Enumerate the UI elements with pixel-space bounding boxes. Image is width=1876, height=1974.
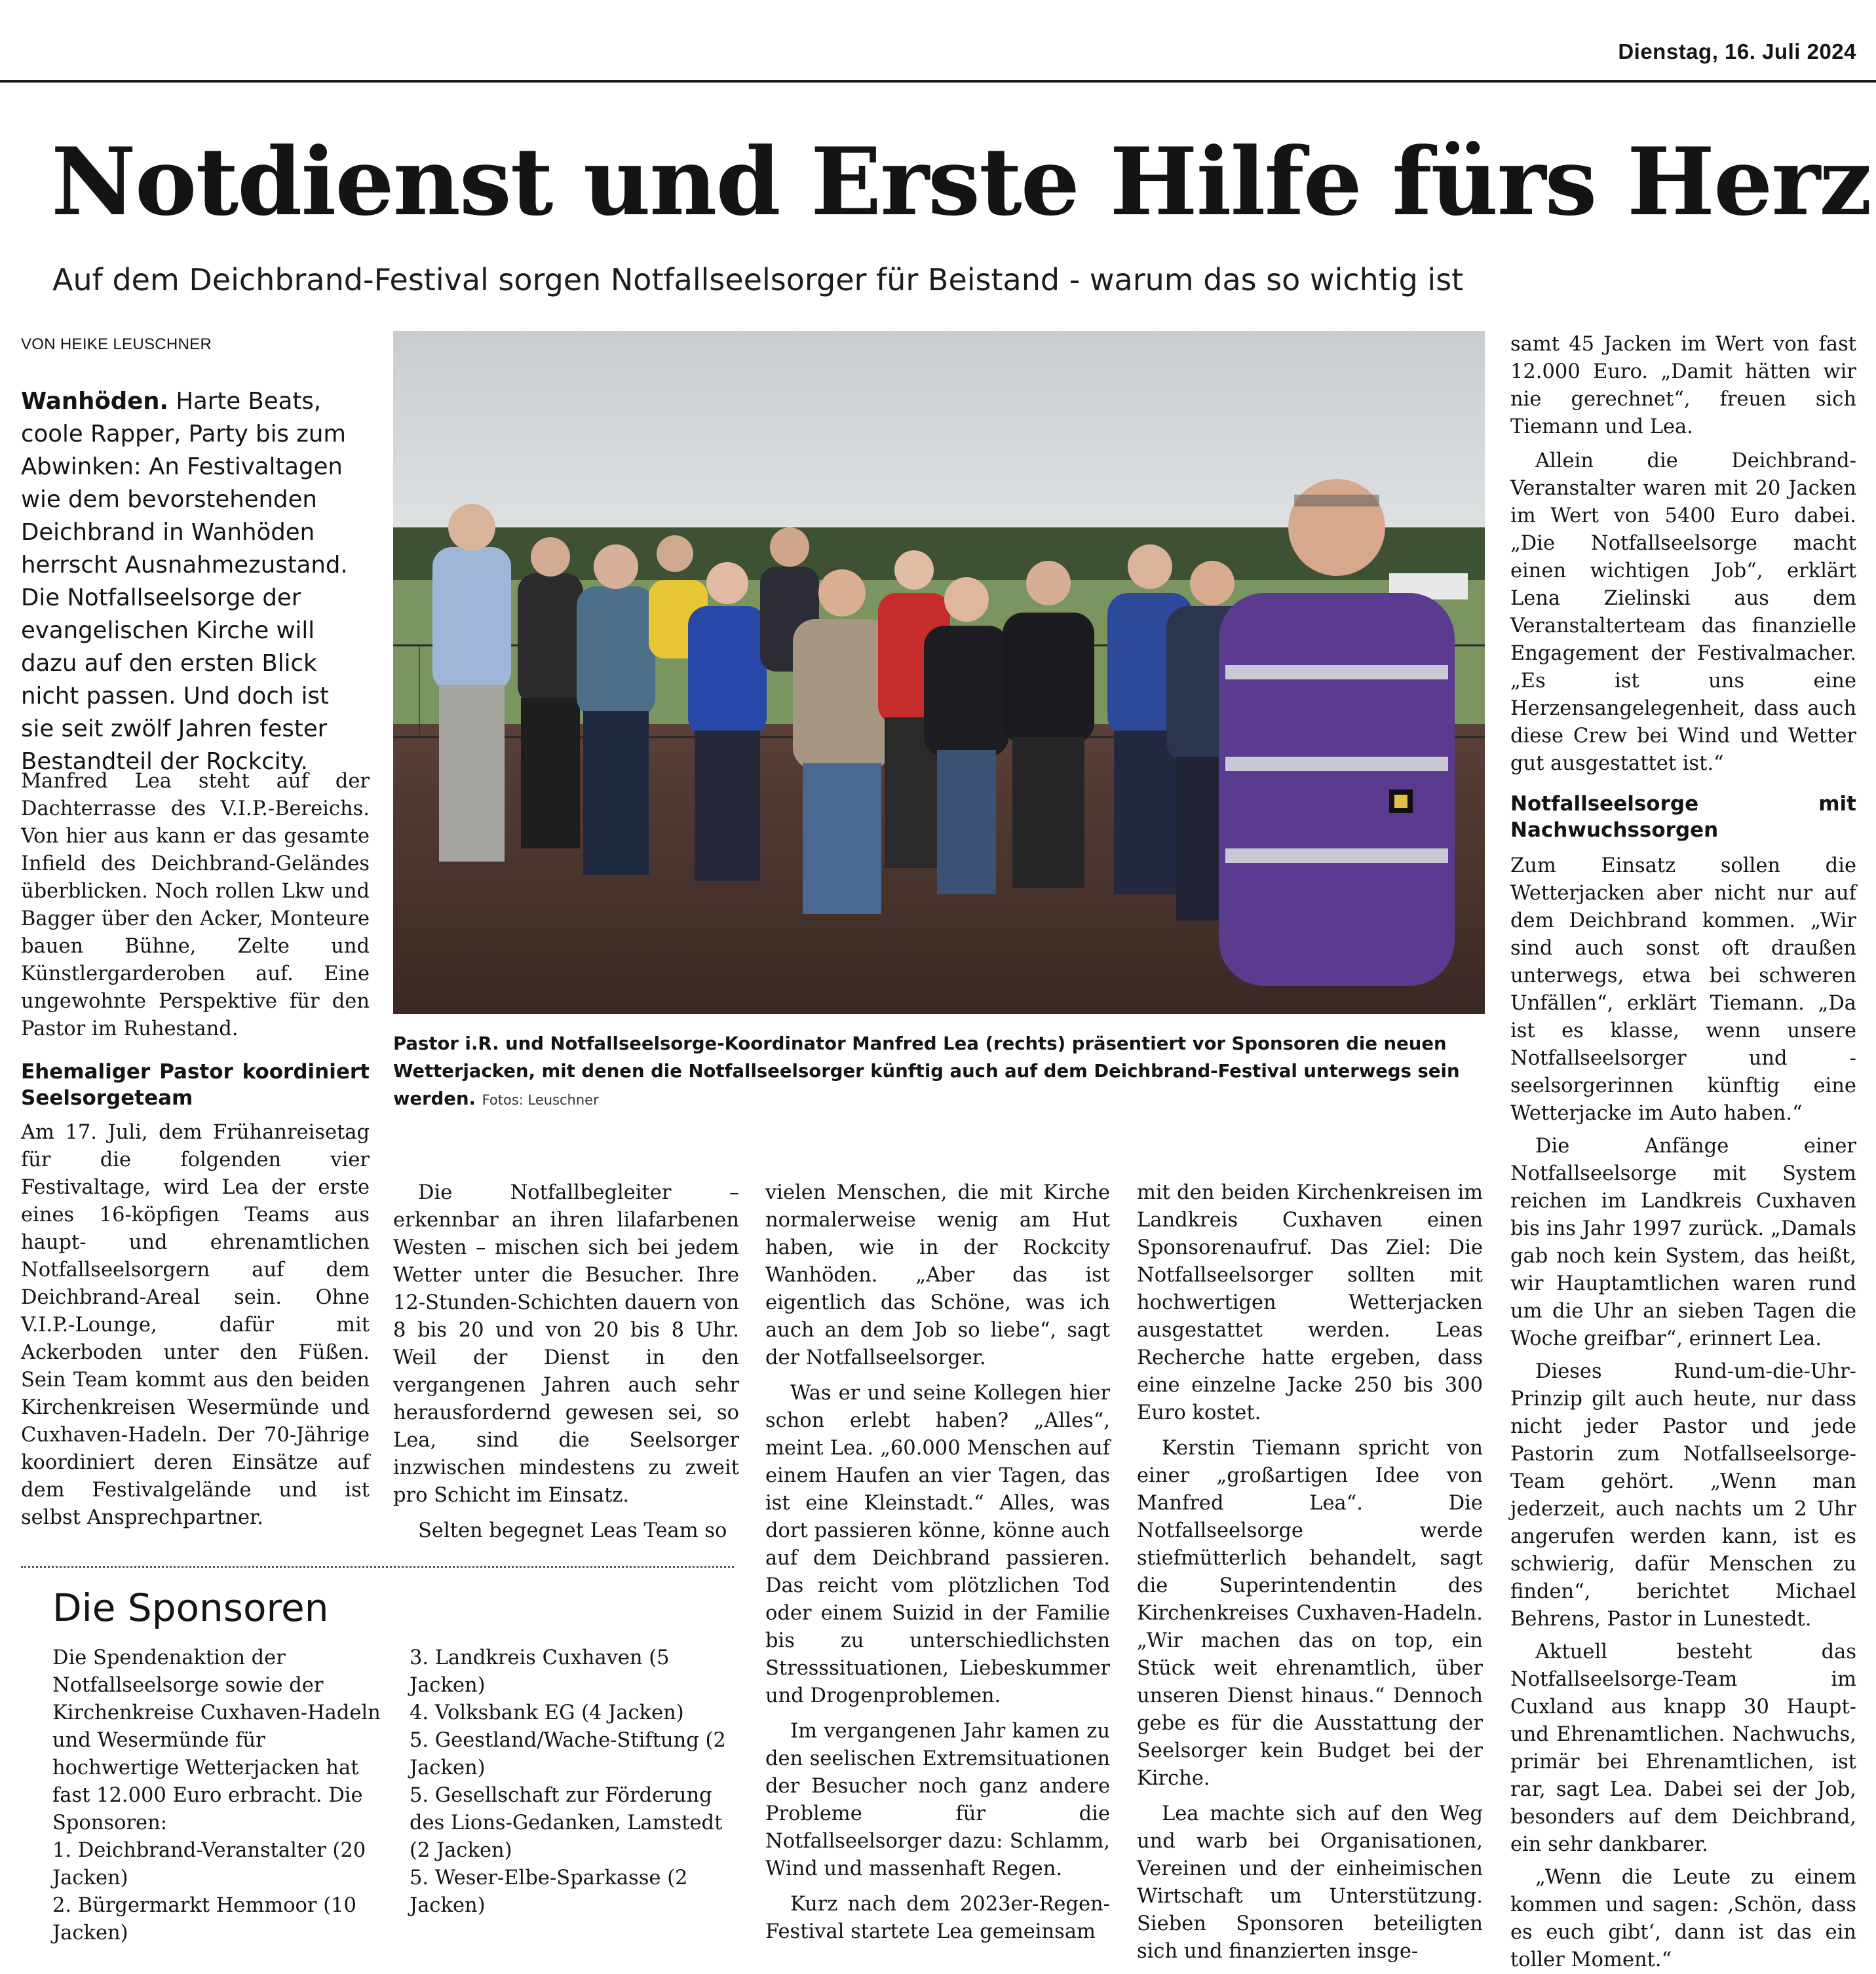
sponsors-title: Die Sponsoren — [52, 1585, 329, 1630]
dateline-place: Wanhöden. — [21, 388, 169, 415]
paragraph: Lea machte sich auf den Weg und warb bei Organisationen, Vereinen und der einheimischen Wirtschaft um Unterstützung. Sieben Sponsoren beteiligten sich und finanzierten insge- — [1137, 1802, 1483, 1963]
article-subheadline: Auf dem Deichbrand-Festival sorgen Notfallseelsorger für Beistand - warum das so wichtig ist — [52, 262, 1464, 297]
sponsor-item: 5. Geestland/Wache-Stiftung (2 Jacken) — [410, 1729, 726, 1779]
caption-text: Pastor i.R. und Notfallseelsorge-Koordinator Manfred Lea (rechts) präsentiert vor Sponsoren die neuen Wetterjacken, mit denen die Notfallseelsorger künftig auch auf dem Deichbrand-Festival unterwegs sein werden. — [393, 1033, 1460, 1109]
header-rule — [0, 80, 1876, 83]
sponsors-intro: Die Spendenaktion der Notfallseelsorge sowie der Kirchenkreise Cuxhaven-Hadeln und Wesermünde für hochwertige Wetterjacken hat fast 12.000 Euro erbracht. Die Sponsoren: — [52, 1646, 381, 1834]
article-photo — [393, 331, 1485, 1014]
group-photo-illustration — [393, 331, 1485, 1014]
paragraph: Was er und seine Kollegen hier schon erlebt haben? „Alles“, meint Lea. „60.000 Menschen auf einem Haufen an vier Tagen, das ist eine Kleinstadt.“ Alles, was dort passieren könne, könne auch auf dem Deichbrand passieren. Das reicht vom plötzlichen Tod oder einem Suizid in der Familie bis zu unterschiedlichsten Stresssituationen, Liebeskummer und Drogenproblemen. — [765, 1382, 1110, 1707]
byline: VON HEIKE LEUSCHNER — [21, 335, 212, 353]
photo-credit: Fotos: Leuschner — [482, 1092, 599, 1108]
paragraph: Im vergangenen Jahr kamen zu den seelischen Extremsituationen der Besucher noch ganz andere Probleme für die Notfallseelsorger dazu: Schlamm, Wind und massenhaft Regen. — [765, 1720, 1110, 1880]
paragraph: Allein die Deichbrand-Veranstalter waren mit 20 Jacken im Wert von 5400 Euro dabei. „Die Notfallseelsorge macht einen wichtigen Job“, erklärt Lena Zielinski aus dem Veranstalterteam das finanzielle Engagement der Festivalmacher. „Es ist uns eine Herzensangelegenheit, dass auch diese Crew bei Wind und Wetter gut ausgestattet ist.“ — [1510, 449, 1856, 775]
article-column-1 — [21, 768, 370, 1532]
paragraph: mit den beiden Kirchenkreisen im Landkreis Cuxhaven einen Sponsorenaufruf. Das Ziel: Die Notfallseelsorger sollten mit hochwertigen Wetterjacken ausgestattet werden. Leas Recherche hatte ergeben, dass eine einzelne Jacke 250 bis 300 Euro kostet. — [1137, 1181, 1483, 1424]
paragraph: Aktuell besteht das Notfallseelsorge-Team im Cuxland aus knapp 30 Haupt- und Ehrenamtlichen. Nachwuchs, primär bei Ehrenamtlichen, ist rar, sagt Lea. Dabei sei der Job, besonders auf dem Deichbrand, ein sehr dankbarer. — [1510, 1641, 1856, 1856]
sponsor-item: 3. Landkreis Cuxhaven (5 Jacken) — [410, 1646, 670, 1697]
article-column-2 — [393, 1179, 739, 1545]
sponsor-item: 2. Bürgermarkt Hemmoor (10 Jacken) — [52, 1894, 356, 1945]
photo-caption — [393, 1030, 1468, 1114]
section-subhead: Ehemaliger Pastor koordiniert Seelsorgeteam — [21, 1060, 370, 1110]
paragraph: Dieses Rund-um-die-Uhr-Prinzip gilt auch heute, nur dass nicht jeder Pastor und jede Pastorin zum Notfallseelsorge-Team gehört. „Wenn man jederzeit, auch nachts um 2 Uhr angerufen werden kann, ist es schwierig, dafür Menschen zu finden“, berichtet Michael Behrens, Pastor in Lunestedt. — [1510, 1360, 1856, 1631]
article-column-4 — [1137, 1179, 1483, 1965]
lead-text: Harte Beats, coole Rapper, Party bis zum Abwinken: An Festivaltagen wie dem bevorstehenden Deichbrand in Wanhöden herrscht Ausnahmezustand. Die Notfallseelsorge der evangelischen Kirche will dazu auf den ersten Blick nicht passen. Und doch ist sie seit zwölf Jahren fester Bestandteil der Rockcity. — [21, 388, 348, 775]
article-headline: Notdienst und Erste Hilfe fürs Herz — [51, 128, 1871, 237]
lead-paragraph — [21, 385, 368, 778]
paragraph: samt 45 Jacken im Wert von fast 12.000 Euro. „Damit hätten wir nie gerechnet“, freuen sich Tiemann und Lea. — [1510, 333, 1856, 438]
paragraph: Die Notfallbegleiter – erkennbar an ihren lilafarbenen Westen – mischen sich bei jedem Wetter unter die Besucher. Ihre 12-Stunden-Schichten dauern von 8 bis 20 und von 20 bis 8 Uhr. Weil der Dienst in den vergangenen Jahren auch sehr herausfordernd gewesen sei, so Lea, sind die Seelsorger inzwischen mindestens zu zweit pro Schicht im Einsatz. — [393, 1181, 739, 1507]
sponsors-divider — [21, 1566, 734, 1568]
paragraph: Selten begegnet Leas Team so — [418, 1519, 727, 1542]
sponsor-item: 1. Deichbrand-Veranstalter (20 Jacken) — [52, 1839, 366, 1889]
article-column-5 — [1510, 331, 1856, 1974]
section-subhead: Notfallseelsorge mit Nachwuchssorgen — [1510, 792, 1856, 842]
sponsor-item: 5. Weser-Elbe-Sparkasse (2 Jacken) — [410, 1867, 688, 1917]
paragraph: Kerstin Tiemann spricht von einer „großartigen Idee von Manfred Lea“. Die Notfallseelsorge werde stiefmütterlich behandelt, sagt die Superintendentin des Kirchenkreises Cuxhaven-Hadeln. „Wir machen das on top, ein Stück weit ehrenamtlich, über unseren Dienst hinaus.“ Dennoch gebe es für die Ausstattung der Seelsorger kein Budget bei der Kirche. — [1137, 1437, 1483, 1790]
sponsor-item: 4. Volksbank EG (4 Jacken) — [410, 1701, 684, 1724]
paragraph: Zum Einsatz sollen die Wetterjacken aber nicht nur auf dem Deichbrand kommen. „Wir sind auch sonst oft draußen unterwegs, etwa bei schweren Unfällen“, erklärt Tiemann. „Da ist es klasse, wenn unsere Notfallseelsorger und -seelsorgerinnen künftig eine Wetterjacke im Auto haben.“ — [1510, 854, 1856, 1125]
issue-date: Dienstag, 16. Juli 2024 — [1618, 39, 1856, 64]
sponsors-column-1 — [52, 1644, 393, 1947]
paragraph: vielen Menschen, die mit Kirche normalerweise wenig am Hut haben, wie in der Rockcity Wanhöden. „Aber das ist eigentlich das Schöne, was ich auch an dem Job so liebe“, sagt der Notfallseelsorger. — [765, 1181, 1110, 1369]
paragraph: Manfred Lea steht auf der Dachterrasse des V.I.P.-Bereichs. Von hier aus kann er das gesamte Infield des Deichbrand-Geländes überblicken. Noch rollen Lkw und Bagger über den Acker, Monteure bauen Bühne, Zelte und Künstlergarderoben auf. Eine ungewohnte Perspektive für den Pastor im Ruhestand. — [21, 770, 370, 1040]
article-column-3 — [765, 1179, 1110, 1946]
sponsor-item: 5. Gesellschaft zur Förderung des Lions-Gedanken, Lamstedt (2 Jacken) — [410, 1784, 723, 1862]
paragraph: Am 17. Juli, dem Frühanreisetag für die folgenden vier Festivaltage, wird Lea der erste eines 16-köpfigen Teams aus haupt- und ehrenamtlichen Notfallseelsorgern auf dem Deichbrand-Areal sein. Ohne V.I.P.-Lounge, dafür mit Ackerboden unter den Füßen. Sein Team kommt aus den beiden Kirchenkreisen Wesermünde und Cuxhaven-Hadeln. Der 70-Jährige koordiniert deren Einsätze auf dem Festivalgelände und ist selbst Ansprechpartner. — [21, 1121, 370, 1529]
paragraph: Die Anfänge einer Notfallseelsorge mit System reichen im Landkreis Cuxhaven bis ins Jahr 1997 zurück. „Damals gab noch kein System, das heißt, wir Hauptamtlichen waren rund um die Uhr an sieben Tagen die Woche greifbar“, erinnert Lea. — [1510, 1135, 1856, 1350]
sponsors-column-2 — [410, 1644, 737, 1920]
paragraph: Kurz nach dem 2023er-Regen-Festival startete Lea gemeinsam — [765, 1893, 1110, 1943]
paragraph: „Wenn die Leute zu einem kommen und sagen: ‚Schön, dass es euch gibt‘, dann ist das ein toller Moment.“ — [1510, 1866, 1856, 1971]
